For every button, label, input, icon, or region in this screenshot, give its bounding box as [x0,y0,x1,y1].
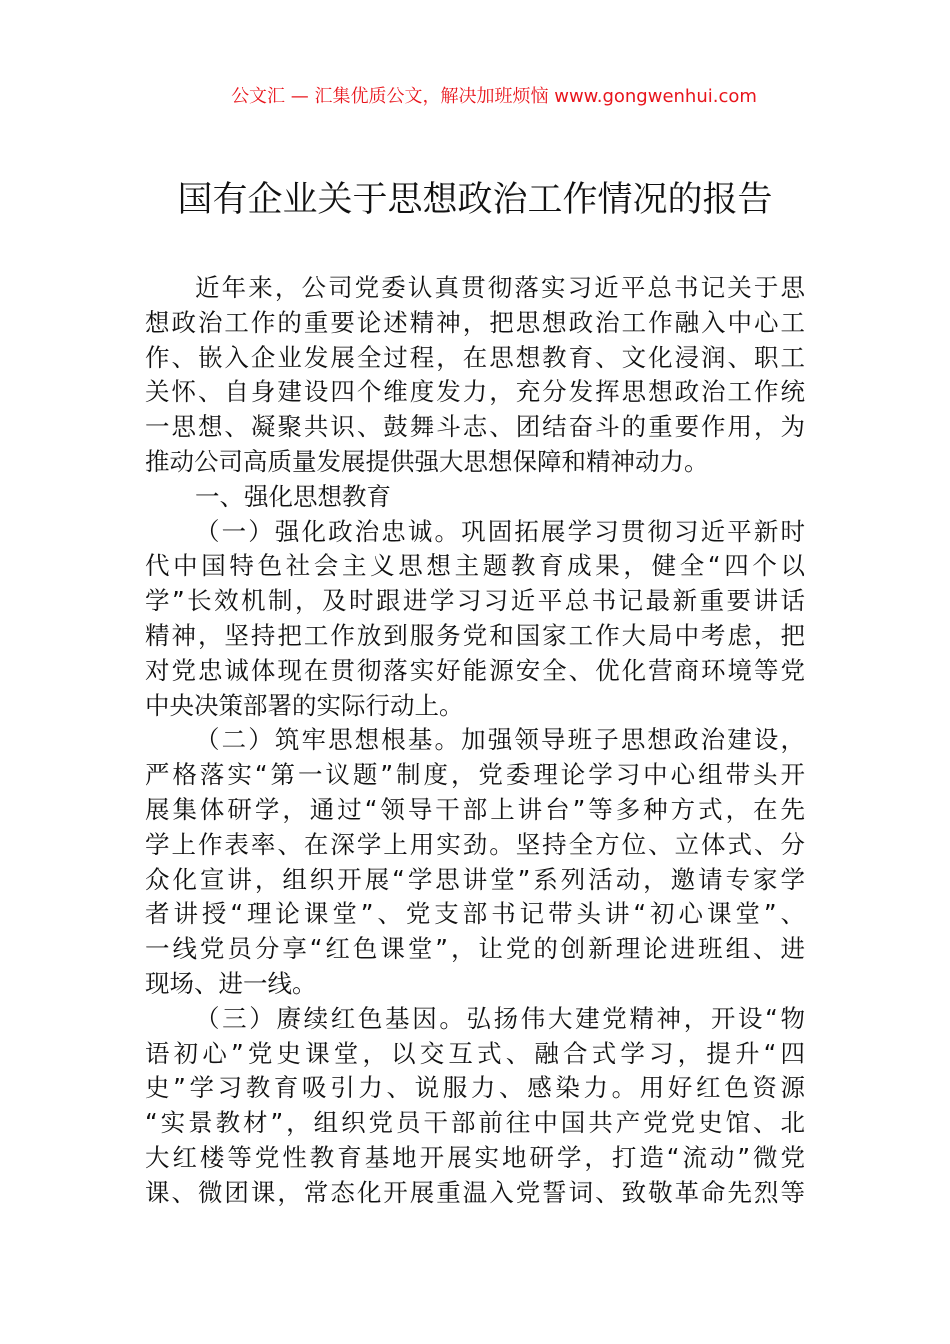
text-line: 一思想、凝聚共识、鼓舞斗志、团结奋斗的重要作用，为 [145,412,805,442]
document-title: 国有企业关于思想政治工作情况的报告 [177,180,773,220]
text-line: 关怀、自身建设四个维度发力，充分发挥思想政治工作统 [145,377,805,407]
text-line: 推动公司高质量发展提供强大思想保障和精神动力。 [145,446,709,476]
text-line: 代中国特色社会主义思想主题教育成果，健全“四个以 [145,551,805,581]
text-line: 中央决策部署的实际行动上。 [145,690,464,720]
text-line: 精神，坚持把工作放到服务党和国家工作大局中考虑，把 [145,620,805,650]
text-line: （三）赓续红色基因。弘扬伟大建党精神，开设“物 [195,1003,805,1033]
text-line: （二）筑牢思想根基。加强领导班子思想政治建设， [195,725,805,755]
text-line: 一、强化思想教育 [195,481,391,511]
text-line: （一）强化政治忠诚。巩固拓展学习贯彻习近平新时 [195,516,805,546]
text-line: 史”学习教育吸引力、说服力、感染力。用好红色资源 [145,1073,805,1103]
document-body [145,271,805,1211]
text-line: 学”长效机制，及时跟进学习习近平总书记最新重要讲话 [145,586,805,616]
text-line: 近年来，公司党委认真贯彻落实习近平总书记关于思 [195,273,805,302]
text-line: 作、嵌入企业发展全过程，在思想教育、文化浸润、职工 [145,342,805,372]
text-line: 严格落实“第一议题”制度，党委理论学习中心组带头开 [145,760,805,790]
paragraph [145,515,805,724]
paragraph [145,1002,805,1211]
text-line: 众化宣讲，组织开展“学思讲堂”系列活动，邀请专家学 [145,864,805,894]
text-line: 课、微团课，常态化开展重温入党誓词、致敬革命先烈等 [145,1177,805,1207]
paragraph [145,271,805,480]
text-line: 想政治工作的重要论述精神，把思想政治工作融入中心工 [145,307,805,337]
text-line: 展集体研学，通过“领导干部上讲台”等多种方式，在先 [145,794,805,824]
text-line: 语初心”党史课堂，以交互式、融合式学习，提升“四 [145,1038,805,1068]
watermark-banner: 公文汇 — 汇集优质公文，解决加班烦恼 www.gongwenhui.com [231,86,757,107]
text-line: 现场、进一线。 [145,968,317,998]
text-line: 对党忠诚体现在贯彻落实好能源安全、优化营商环境等党 [145,655,805,685]
text-line: “实景教材”，组织党员干部前往中国共产党党史馆、北 [145,1108,805,1138]
text-line: 学上作表率、在深学上用实劲。坚持全方位、立体式、分 [145,829,805,859]
paragraph [145,723,805,1001]
text-line: 者讲授“理论课堂”、党支部书记带头讲“初心课堂”、 [145,899,805,929]
text-line: 一线党员分享“红色课堂”，让党的创新理论进班组、进 [145,934,805,964]
text-line: 大红楼等党性教育基地开展实地研学，打造“流动”微党 [145,1142,805,1172]
section-heading [145,480,805,515]
